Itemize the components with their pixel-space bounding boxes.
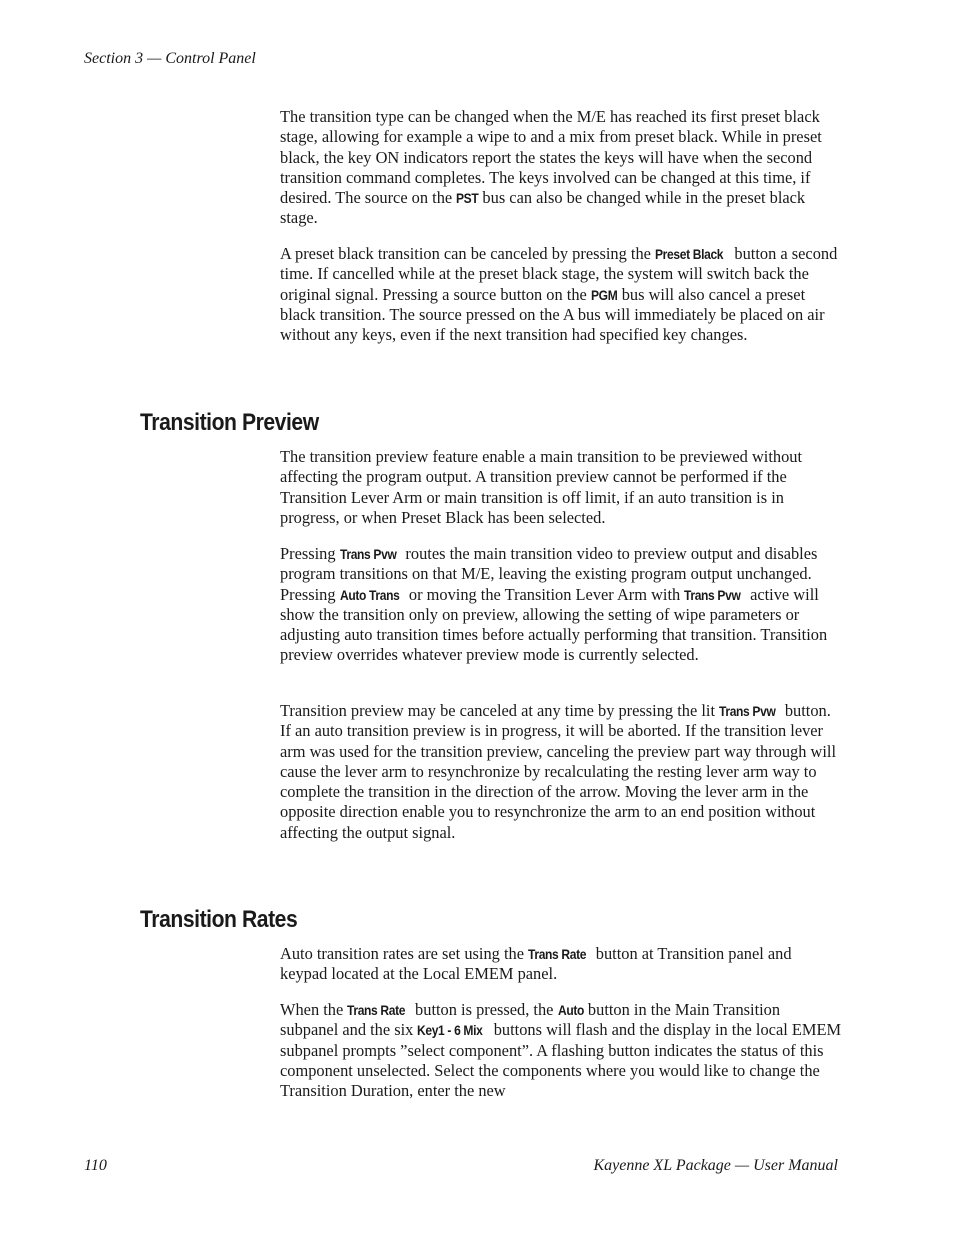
- text-run: When the: [280, 1000, 348, 1019]
- document-title: Kayenne XL Package — User Manual: [593, 1157, 838, 1174]
- keyword-auto: Auto: [557, 1002, 584, 1018]
- text-run: button. If an auto transition preview is in progress, it will be aborted. If the transition lever arm was used for the transition preview, canceling the preview part way through will cause the lever arm to resynchronize by recalculating the resting lever arm way to complete the transition in the direction of the arrow. Moving the lever arm in the opposite direction enable you to resynchronize the arm to an end position without affecting the output signal.: [280, 701, 837, 842]
- keyword-trans-pvw: Trans Pvw: [684, 586, 741, 603]
- preview-paragraph-2: [280, 544, 842, 666]
- text-run: routes the main transition video to preview output and disables program transitions on that M/E, leaving the existing program output unchanged. Pressing: [280, 544, 818, 604]
- keyword-trans-rate: Trans Rate: [347, 1002, 406, 1018]
- keyword-trans-pvw: Trans Pvw: [719, 703, 776, 719]
- intro-paragraph-2: [280, 244, 842, 345]
- text-run: or moving the Transition Lever Arm with: [404, 584, 685, 604]
- preview-paragraph-3: [280, 701, 842, 843]
- text-run: button a second time. If cancelled while at the preset black stage, the system will switch back the original signal. Pressing a source button on the: [280, 244, 838, 304]
- text-run: Transition preview may be canceled at any time by pressing the lit: [280, 701, 720, 720]
- keyword-trans-pvw: Trans Pvw: [339, 546, 397, 562]
- heading-transition-rates: Transition Rates: [140, 906, 298, 933]
- keyword-auto-trans: Auto Trans: [339, 586, 400, 603]
- keyword-key1-6-mix: Key1 - 6 Mix: [417, 1022, 483, 1039]
- keyword-pgm: PGM: [590, 286, 618, 303]
- text-run: active will show the transition only on preview, allowing the setting of wipe parameters or adjusting auto transition times before actually performing that transition. Transition preview overrides whatever preview mode is currently selected.: [280, 584, 828, 665]
- text-run: button in the Main Transition subpanel and the six: [280, 1000, 781, 1040]
- text-run: Auto transition rates are set using the: [280, 944, 529, 963]
- text-run: button is pressed, the: [410, 1000, 558, 1019]
- text-run: bus can also be changed while in the preset black stage.: [280, 188, 806, 228]
- running-head: Section 3 — Control Panel: [84, 50, 256, 67]
- keyword-preset-black: Preset Black: [655, 246, 724, 262]
- heading-transition-preview: Transition Preview: [140, 409, 319, 436]
- text-run: The transition preview feature enable a main transition to be previewed without affecting the program output. A transition preview cannot be performed if the Transition Lever Arm or main transition is off limit, if an auto transition is in progress, or when Preset Black has been selected.: [280, 447, 803, 527]
- text-run: Pressing: [280, 544, 340, 563]
- rates-paragraph-2: [280, 1000, 842, 1101]
- keyword-trans-rate: Trans Rate: [528, 946, 587, 962]
- text-run: bus will also cancel a preset black transition. The source pressed on the A bus will immediately be placed on air without any keys, even if the next transition had specified key changes.: [280, 284, 825, 345]
- text-run: buttons will flash and the display in the local EMEM subpanel prompts ”select component”. A flashing button indicates the status of this component unselected. Select the components where you would like to change the Transition Duration, enter the new: [280, 1020, 842, 1101]
- text-run: button at Transition panel and keypad located at the Local EMEM panel.: [280, 944, 792, 984]
- keyword-pst: PST: [456, 190, 479, 207]
- intro-paragraph-1: [280, 107, 842, 229]
- page-number: 110: [84, 1157, 107, 1174]
- text-run: A preset black transition can be canceled by pressing the: [280, 244, 656, 263]
- text-run: The transition type can be changed when the M/E has reached its first preset black stage, allowing for example a wipe to and a mix from preset black. While in preset black, the key ON indicators report the states the keys will have when the second transition command completes. The keys involved can be changed at this time, if desired. The source on the: [280, 107, 822, 208]
- rates-paragraph-1: [280, 944, 842, 985]
- preview-paragraph-1: [280, 447, 842, 528]
